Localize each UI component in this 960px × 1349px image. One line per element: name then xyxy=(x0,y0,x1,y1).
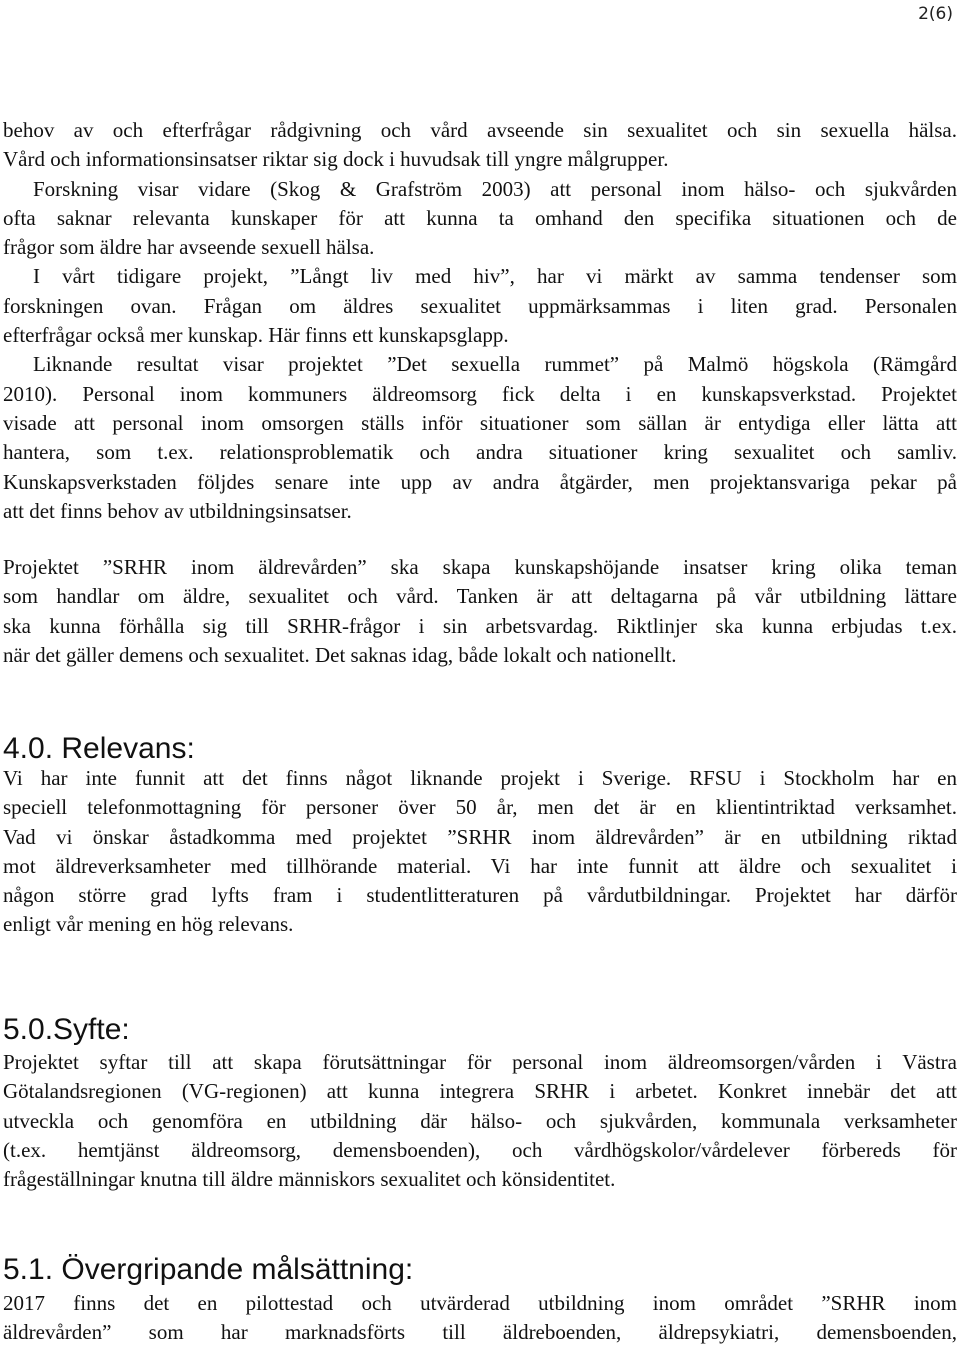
text-line: (t.ex. hemtjänst äldreomsorg, demensboenden), och vårdhögskolor/vårdelever förbereds för xyxy=(3,1137,957,1162)
text-line: någon större grad lyfts fram i studentlitteraturen på vårdutbildningar. Projektet har därför xyxy=(3,883,957,908)
text-line: när det gäller demens och sexualitet. Det saknas idag, både lokalt och nationellt. xyxy=(3,642,677,667)
text-line: Liknande resultat visar projektet ”Det sexuella rummet” på Malmö högskola (Rämgård xyxy=(33,352,957,377)
intro-paragraph xyxy=(3,116,957,526)
text-line: Projektet ”SRHR inom äldrevården” ska skapa kunskapshöjande insatser kring olika teman xyxy=(3,555,957,579)
text-line: efterfrågar också mer kunskap. Här finns ett kunskapsglapp. xyxy=(3,323,509,348)
text-line: utveckla och genomföra en utbildning där hälso- och sjukvården, kommunala verksamheter xyxy=(3,1108,957,1133)
text-line: behov av och efterfrågar rådgivning och vård avseende sin sexualitet och sin sexuella hälsa. xyxy=(3,118,957,142)
text-line: hantera, som t.ex. relationsproblematik och andra situationer kring sexualitet och samliv. xyxy=(3,440,957,465)
text-line: forskningen ovan. Frågan om äldres sexualitet uppmärksammas i liten grad. Personalen xyxy=(3,293,957,318)
section-heading-syfte: 5.0.Syfte: xyxy=(3,1013,130,1046)
section-heading-malsattning: 5.1. Övergripande målsättning: xyxy=(3,1253,414,1286)
text-line: visade att personal inom omsorgen ställs inför situationer som sällan är entydiga eller lätta att xyxy=(3,410,957,435)
text-line: Forskning visar vidare (Skog & Grafström 2003) att personal inom hälso- och sjukvården xyxy=(33,176,957,201)
text-line: 2017 finns det en pilottestad och utvärderad utbildning inom området ”SRHR inom xyxy=(3,1291,957,1315)
text-line: Götalandsregionen (VG-regionen) att kunna integrera SRHR i arbetet. Konkret innebär det att xyxy=(3,1079,957,1104)
relevans-paragraph xyxy=(3,764,957,940)
project-paragraph xyxy=(3,553,957,670)
text-line: Projektet syftar till att skapa förutsättningar för personal inom äldreomsorgen/vården i Västra xyxy=(3,1050,957,1074)
text-line: frågor som äldre har avseende sexuell hälsa. xyxy=(3,235,375,260)
text-line: mot äldreverksamheter med tillhörande material. Vi har inte funnit att äldre och sexualitet i xyxy=(3,853,957,878)
text-line: äldrevården” som har marknadsförts till äldreboenden, äldrepsykiatri, demensboenden, xyxy=(3,1320,957,1345)
text-line: som handlar om äldre, sexualitet och vård. Tanken är att deltagarna på vår utbildning lättare xyxy=(3,584,957,609)
text-line: ofta saknar relevanta kunskaper för att kunna ta omhand den specifika situationen och de xyxy=(3,205,957,230)
text-line: frågeställningar knutna till äldre människors sexualitet och könsidentitet. xyxy=(3,1167,616,1192)
text-line: speciell telefonmottagning för personer över 50 år, men det är en klientintriktad verksamhet. xyxy=(3,795,957,820)
malsattning-paragraph xyxy=(3,1289,957,1348)
page-number: 2(6) xyxy=(918,4,953,24)
text-line: 2010). Personal inom kommuners äldreomsorg fick delta i en kunskapsverkstad. Projektet xyxy=(3,381,957,406)
text-line: Kunskapsverkstaden följdes senare inte upp av andra åtgärder, men projektansvariga pekar på xyxy=(3,469,957,494)
section-heading-relevans: 4.0. Relevans: xyxy=(3,732,195,765)
text-line: att det finns behov av utbildningsinsatser. xyxy=(3,498,352,523)
syfte-paragraph xyxy=(3,1048,957,1194)
text-line: I vårt tidigare projekt, ”Långt liv med hiv”, har vi märkt av samma tendenser som xyxy=(33,264,957,289)
text-line: Vad vi önskar åstadkomma med projektet ”SRHR inom äldrevården” är en utbildning riktad xyxy=(3,824,957,849)
text-line: ska kunna förhålla sig till SRHR-frågor i sin arbetsvardag. Riktlinjer ska kunna erbjudas t.ex. xyxy=(3,613,957,638)
text-line: Vi har inte funnit att det finns något liknande projekt i Sverige. RFSU i Stockholm har en xyxy=(3,766,957,790)
text-line: enligt vår mening en hög relevans. xyxy=(3,912,294,937)
text-line: Vård och informationsinsatser riktar sig dock i huvudsak till yngre målgrupper. xyxy=(3,147,669,172)
